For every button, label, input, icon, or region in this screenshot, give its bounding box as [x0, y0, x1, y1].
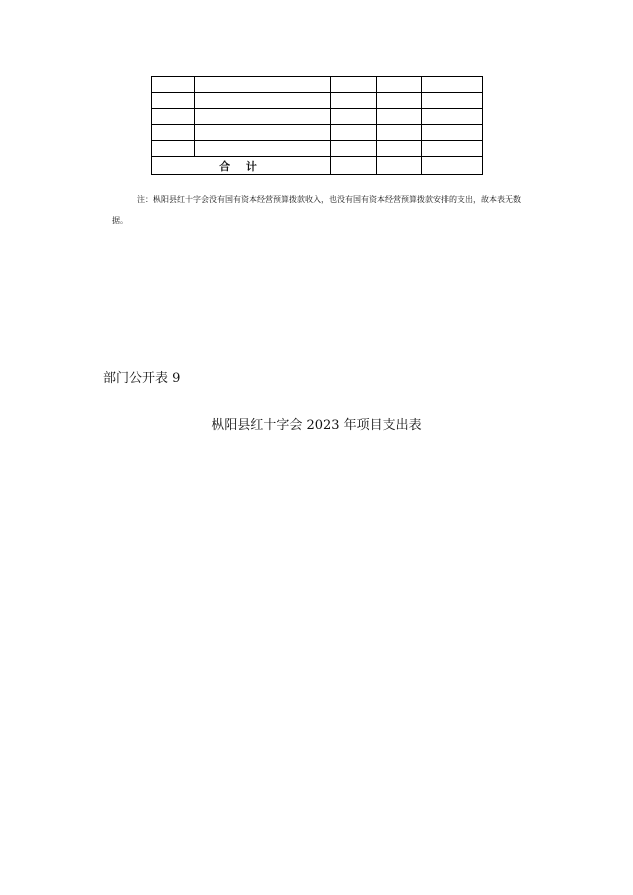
table-note: 注：枞阳县红十字会没有国有资本经营预算拨款收入，也没有国有资本经营预算拨款安排的支出，故本表无数据。: [112, 195, 521, 225]
table-cell: [422, 77, 483, 93]
table-row: [152, 93, 483, 109]
table-cell: [331, 141, 377, 157]
table-cell: [195, 93, 331, 109]
table-cell: [152, 109, 195, 125]
table-cell: [152, 141, 195, 157]
table-cell: [331, 157, 377, 175]
table-cell: [331, 125, 377, 141]
table-cell: [422, 157, 483, 175]
table-cell: [195, 109, 331, 125]
table-cell: [422, 93, 483, 109]
table-cell: [152, 93, 195, 109]
table-cell: [377, 77, 422, 93]
table-cell: [377, 157, 422, 175]
table-title: 枞阳县红十字会 2023 年项目支出表: [211, 418, 422, 433]
table-row: [152, 77, 483, 93]
total-label: 合 计: [152, 157, 331, 175]
table-cell: [195, 77, 331, 93]
table-cell: [377, 125, 422, 141]
table-body: [152, 77, 483, 175]
table-cell: [422, 141, 483, 157]
table-cell: [377, 141, 422, 157]
table-cell: [331, 109, 377, 125]
budget-table: [151, 76, 483, 175]
table-row: [152, 141, 483, 157]
table-cell: [152, 125, 195, 141]
table-cell: [422, 109, 483, 125]
table-cell: [331, 93, 377, 109]
table-cell: [422, 125, 483, 141]
table-cell: [377, 109, 422, 125]
table-total-row: [152, 157, 483, 175]
table-cell: [195, 141, 331, 157]
table-cell: [195, 125, 331, 141]
table-cell: [331, 77, 377, 93]
table-number-label: 部门公开表 9: [103, 371, 181, 386]
table-cell: [152, 77, 195, 93]
table-row: [152, 109, 483, 125]
table-cell: [377, 93, 422, 109]
table-row: [152, 125, 483, 141]
